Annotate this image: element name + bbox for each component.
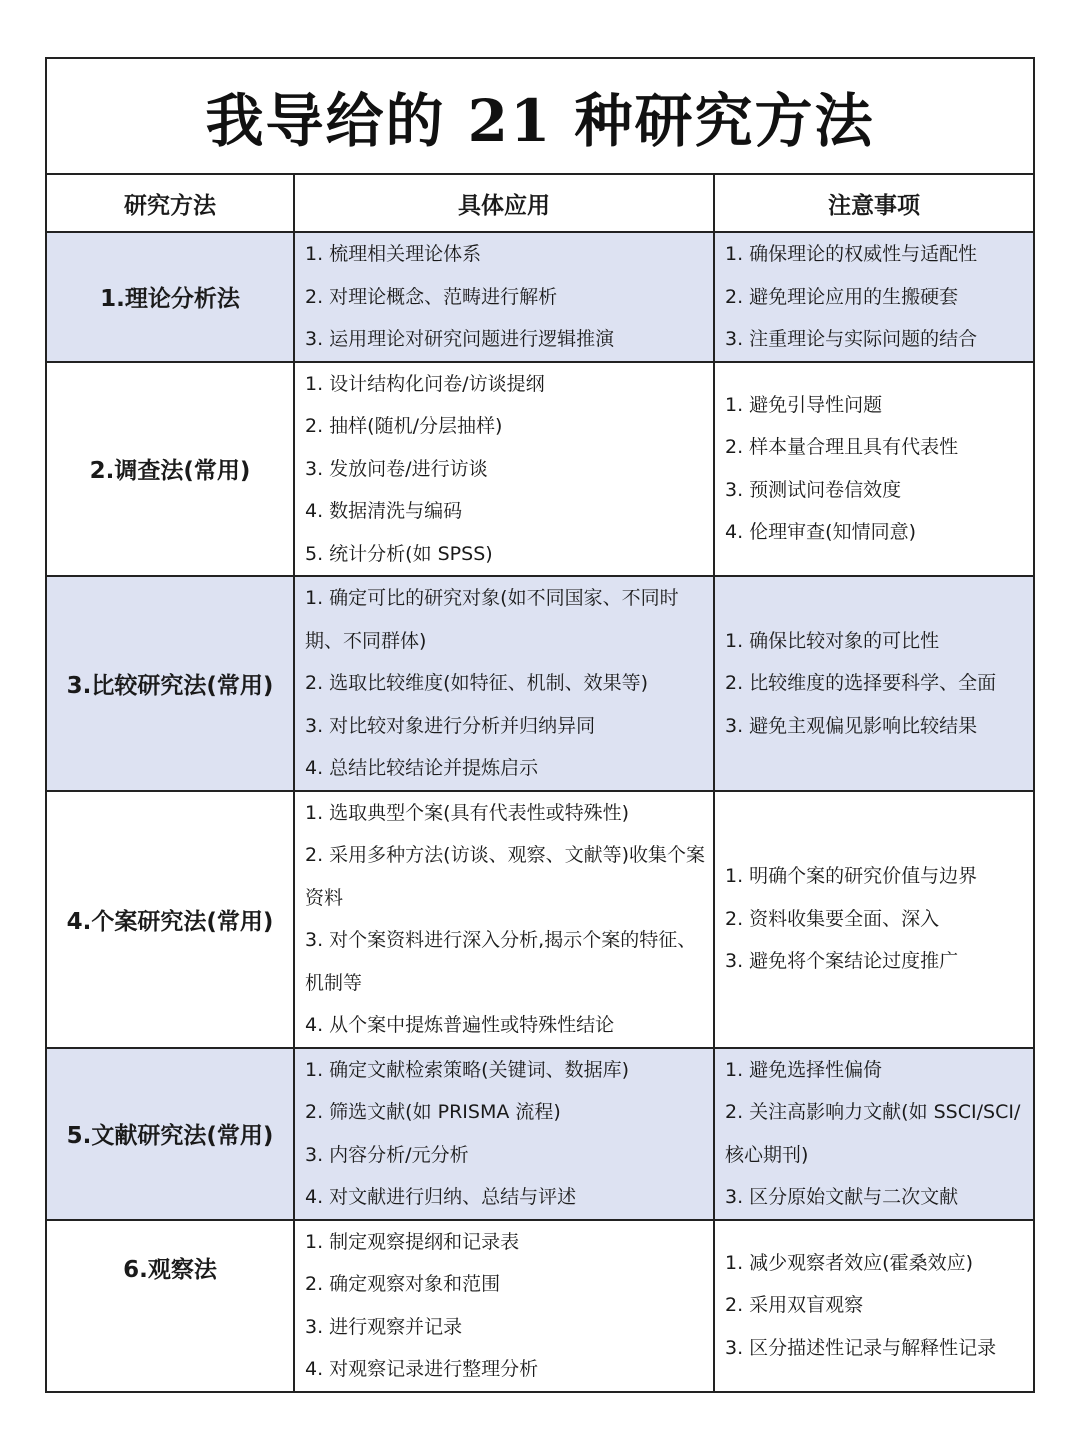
list-item: 3. 运用理论对研究问题进行逻辑推演: [305, 328, 615, 350]
list-item: 2. 资料收集要全面、深入: [725, 907, 940, 930]
list-item: 1. 避免引导性问题: [725, 393, 883, 416]
method-name: 5.文献研究法(常用): [47, 1048, 294, 1220]
list-item: 4. 伦理审查(知情同意): [725, 521, 916, 544]
list-item: 4. 对文献进行归纳、总结与评述: [305, 1186, 577, 1208]
list-item: 3. 内容分析/元分析: [305, 1143, 469, 1166]
table-row: [47, 1220, 1033, 1391]
methods-sheet: [45, 57, 1035, 1393]
notes-list: [714, 362, 1033, 577]
application-list: [294, 232, 714, 362]
list-item: 2. 样本量合理且具有代表性: [725, 436, 959, 459]
list-item: 3. 发放问卷/进行访谈: [305, 457, 488, 480]
list-item: 2. 筛选文献(如 PRISMA 流程): [305, 1101, 561, 1123]
application-list: [294, 1220, 714, 1391]
method-name: 2.调查法(常用): [47, 362, 294, 577]
notes-list: [714, 232, 1033, 362]
list-item: 4. 总结比较结论并提炼启示: [305, 757, 539, 779]
list-item: 2. 采用多种方法(访谈、观察、文献等)收集个案资料: [305, 844, 705, 909]
list-item: 3. 避免主观偏见影响比较结果: [725, 714, 978, 737]
list-item: 3. 对比较对象进行分析并归纳异同: [305, 714, 596, 737]
list-item: 1. 减少观察者效应(霍桑效应): [725, 1251, 973, 1274]
list-item: 3. 区分原始文献与二次文献: [725, 1186, 959, 1208]
table-header-row: [47, 175, 1033, 232]
page-title: 我导给的 21 种研究方法: [47, 59, 1033, 175]
application-list: [294, 362, 714, 577]
header-notes: 注意事项: [714, 175, 1033, 232]
table-row: [47, 576, 1033, 791]
list-item: 1. 明确个案的研究价值与边界: [725, 865, 978, 888]
list-item: 1. 制定观察提纲和记录表: [305, 1230, 520, 1253]
table-row: [47, 1048, 1033, 1220]
list-item: 2. 关注高影响力文献(如 SSCI/SCI/核心期刊): [725, 1101, 1021, 1166]
list-item: 5. 统计分析(如 SPSS): [305, 542, 493, 565]
methods-table: [47, 175, 1033, 1391]
table-row: [47, 362, 1033, 577]
list-item: 1. 设计结构化问卷/访谈提纲: [305, 372, 545, 395]
list-item: 2. 避免理论应用的生搬硬套: [725, 285, 959, 308]
list-item: 3. 对个案资料进行深入分析,揭示个案的特征、机制等: [305, 929, 697, 994]
method-name: 1.理论分析法: [47, 232, 294, 362]
list-item: 1. 选取典型个案(具有代表性或特殊性): [305, 801, 629, 824]
list-item: 2. 选取比较维度(如特征、机制、效果等): [305, 672, 648, 694]
list-item: 2. 抽样(随机/分层抽样): [305, 415, 503, 437]
list-item: 4. 从个案中提炼普遍性或特殊性结论: [305, 1014, 615, 1036]
list-item: 4. 对观察记录进行整理分析: [305, 1358, 539, 1380]
header-application: 具体应用: [294, 175, 714, 232]
table-row: [47, 791, 1033, 1048]
notes-list: [714, 576, 1033, 791]
table-row: [47, 232, 1033, 362]
list-item: 1. 避免选择性偏倚: [725, 1058, 883, 1081]
list-item: 3. 注重理论与实际问题的结合: [725, 328, 978, 350]
notes-list: [714, 1048, 1033, 1220]
list-item: 1. 确定文献检索策略(关键词、数据库): [305, 1058, 629, 1081]
list-item: 4. 数据清洗与编码: [305, 500, 463, 522]
list-item: 3. 避免将个案结论过度推广: [725, 950, 959, 973]
notes-list: [714, 791, 1033, 1048]
method-name: 4.个案研究法(常用): [47, 791, 294, 1048]
list-item: 2. 对理论概念、范畴进行解析: [305, 285, 558, 308]
application-list: [294, 791, 714, 1048]
list-item: 2. 比较维度的选择要科学、全面: [725, 672, 997, 694]
list-item: 2. 确定观察对象和范围: [305, 1273, 501, 1295]
list-item: 1. 梳理相关理论体系: [305, 243, 482, 265]
method-name: 6.观察法: [47, 1220, 294, 1391]
list-item: 1. 确保理论的权威性与适配性: [725, 243, 978, 265]
list-item: 2. 采用双盲观察: [725, 1294, 864, 1317]
list-item: 3. 区分描述性记录与解释性记录: [725, 1336, 997, 1359]
list-item: 3. 进行观察并记录: [305, 1315, 463, 1338]
list-item: 3. 预测试问卷信效度: [725, 478, 902, 501]
application-list: [294, 576, 714, 791]
application-list: [294, 1048, 714, 1220]
list-item: 1. 确定可比的研究对象(如不同国家、不同时期、不同群体): [305, 587, 679, 652]
list-item: 1. 确保比较对象的可比性: [725, 629, 940, 652]
header-method: 研究方法: [47, 175, 294, 232]
notes-list: [714, 1220, 1033, 1391]
method-name: 3.比较研究法(常用): [47, 576, 294, 791]
